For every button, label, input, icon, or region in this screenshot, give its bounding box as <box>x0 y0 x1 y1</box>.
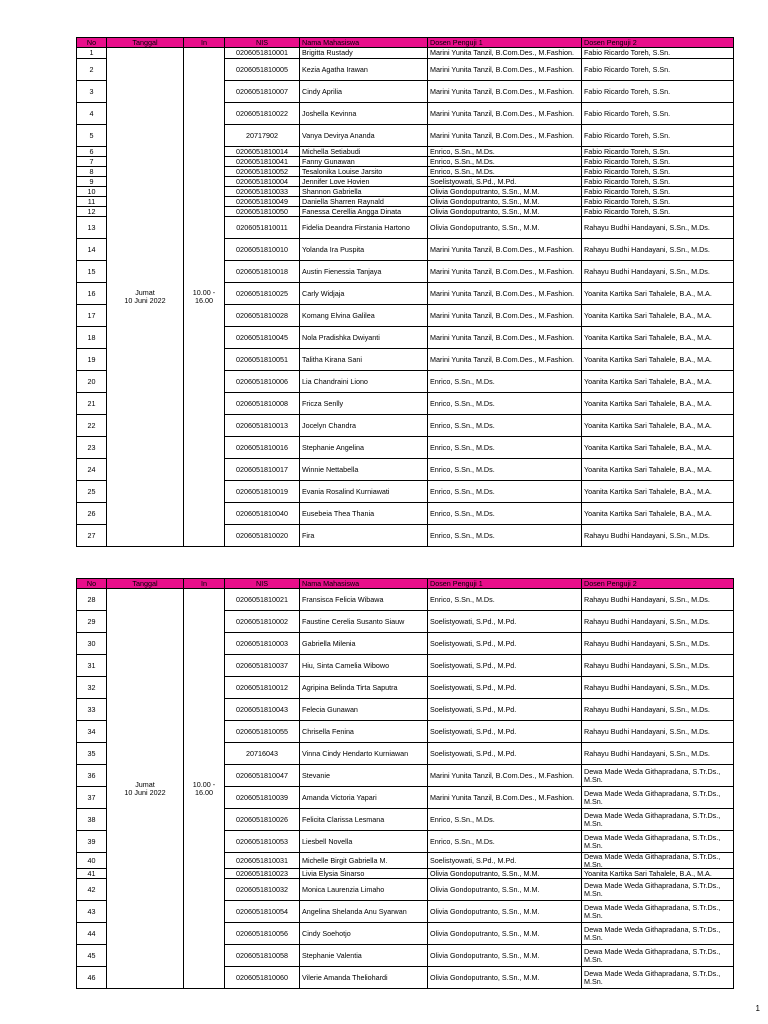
cell-nama-mahasiswa: Gabriella Milenia <box>300 633 428 655</box>
cell-nama-mahasiswa: Austin Fienessia Tanjaya <box>300 261 428 283</box>
cell-dosen-penguji-2: Yoanita Kartika Sari Tahalele, B.A., M.A. <box>582 305 734 327</box>
cell-nis: 0206051810055 <box>225 721 300 743</box>
cell-no: 34 <box>77 721 107 743</box>
cell-nis: 0206051810017 <box>225 459 300 481</box>
cell-nama-mahasiswa: Joshella Kevinna <box>300 103 428 125</box>
cell-no: 41 <box>77 869 107 879</box>
cell-nis: 0206051810002 <box>225 611 300 633</box>
col-header-no: No <box>77 579 107 589</box>
cell-no: 46 <box>77 967 107 989</box>
cell-no: 37 <box>77 787 107 809</box>
cell-no: 36 <box>77 765 107 787</box>
cell-nama-mahasiswa: Talitha Kirana Sani <box>300 349 428 371</box>
cell-dosen-penguji-2: Dewa Made Weda Githapradana, S.Tr.Ds., M.Sn. <box>582 901 734 923</box>
cell-nama-mahasiswa: Amanda Victoria Yapari <box>300 787 428 809</box>
cell-no: 35 <box>77 743 107 765</box>
cell-nama-mahasiswa: Monica Laurenzia Limaho <box>300 879 428 901</box>
cell-dosen-penguji-1: Olivia Gondoputranto, S.Sn., M.M. <box>428 923 582 945</box>
cell-nis: 0206051810047 <box>225 765 300 787</box>
cell-no: 44 <box>77 923 107 945</box>
cell-dosen-penguji-2: Rahayu Budhi Handayani, S.Sn., M.Ds. <box>582 743 734 765</box>
cell-no: 2 <box>77 59 107 81</box>
cell-dosen-penguji-1: Soelistyowati, S.Pd., M.Pd. <box>428 677 582 699</box>
cell-dosen-penguji-2: Yoanita Kartika Sari Tahalele, B.A., M.A. <box>582 415 734 437</box>
cell-no: 25 <box>77 481 107 503</box>
cell-dosen-penguji-1: Enrico, S.Sn., M.Ds. <box>428 147 582 157</box>
table-header-row <box>77 579 734 589</box>
cell-nama-mahasiswa: Komang Elvina Galilea <box>300 305 428 327</box>
cell-dosen-penguji-1: Olivia Gondoputranto, S.Sn., M.M. <box>428 197 582 207</box>
cell-dosen-penguji-2: Fabio Ricardo Toreh, S.Sn. <box>582 187 734 197</box>
cell-nis: 0206051810006 <box>225 371 300 393</box>
cell-dosen-penguji-1: Enrico, S.Sn., M.Ds. <box>428 371 582 393</box>
cell-no: 22 <box>77 415 107 437</box>
cell-dosen-penguji-1: Marini Yunita Tanzil, B.Com.Des., M.Fashion. <box>428 787 582 809</box>
cell-nama-mahasiswa: Shannon Gabriella <box>300 187 428 197</box>
cell-nis: 0206051810004 <box>225 177 300 187</box>
cell-nis: 0206051810060 <box>225 967 300 989</box>
cell-nis: 0206051810051 <box>225 349 300 371</box>
cell-nis: 0206051810033 <box>225 187 300 197</box>
cell-dosen-penguji-2: Yoanita Kartika Sari Tahalele, B.A., M.A. <box>582 393 734 415</box>
cell-dosen-penguji-2: Yoanita Kartika Sari Tahalele, B.A., M.A. <box>582 349 734 371</box>
cell-nama-mahasiswa: Fidelia Deandra Firstania Hartono <box>300 217 428 239</box>
cell-no: 14 <box>77 239 107 261</box>
cell-nis: 0206051810028 <box>225 305 300 327</box>
cell-dosen-penguji-2: Rahayu Budhi Handayani, S.Sn., M.Ds. <box>582 699 734 721</box>
cell-dosen-penguji-1: Marini Yunita Tanzil, B.Com.Des., M.Fashion. <box>428 81 582 103</box>
cell-dosen-penguji-1: Marini Yunita Tanzil, B.Com.Des., M.Fashion. <box>428 349 582 371</box>
cell-nis: 0206051810031 <box>225 853 300 869</box>
cell-nama-mahasiswa: Chrisella Fenina <box>300 721 428 743</box>
cell-nama-mahasiswa: Hiu, Sinta Camelia Wibowo <box>300 655 428 677</box>
cell-no: 23 <box>77 437 107 459</box>
cell-no: 1 <box>77 48 107 59</box>
cell-no: 21 <box>77 393 107 415</box>
cell-nama-mahasiswa: Daniella Sharren Raynald <box>300 197 428 207</box>
cell-nis: 0206051810025 <box>225 283 300 305</box>
cell-dosen-penguji-1: Soelistyowati, S.Pd., M.Pd. <box>428 743 582 765</box>
cell-no: 29 <box>77 611 107 633</box>
cell-nama-mahasiswa: Jocelyn Chandra <box>300 415 428 437</box>
cell-dosen-penguji-1: Marini Yunita Tanzil, B.Com.Des., M.Fashion. <box>428 261 582 283</box>
cell-nis: 0206051810058 <box>225 945 300 967</box>
cell-dosen-penguji-1: Soelistyowati, S.Pd., M.Pd. <box>428 611 582 633</box>
cell-dosen-penguji-1: Olivia Gondoputranto, S.Sn., M.M. <box>428 187 582 197</box>
cell-jam: 10.00 - 16.00 <box>184 48 225 547</box>
cell-dosen-penguji-2: Rahayu Budhi Handayani, S.Sn., M.Ds. <box>582 611 734 633</box>
cell-no: 3 <box>77 81 107 103</box>
cell-dosen-penguji-2: Yoanita Kartika Sari Tahalele, B.A., M.A. <box>582 869 734 879</box>
cell-nama-mahasiswa: Angelina Shelanda Anu Syarwan <box>300 901 428 923</box>
cell-dosen-penguji-1: Marini Yunita Tanzil, B.Com.Des., M.Fashion. <box>428 305 582 327</box>
cell-no: 28 <box>77 589 107 611</box>
cell-no: 31 <box>77 655 107 677</box>
cell-dosen-penguji-2: Fabio Ricardo Toreh, S.Sn. <box>582 147 734 157</box>
cell-nama-mahasiswa: Cindy Aprilia <box>300 81 428 103</box>
cell-dosen-penguji-1: Marini Yunita Tanzil, B.Com.Des., M.Fashion. <box>428 59 582 81</box>
col-header-no: No <box>77 38 107 48</box>
cell-dosen-penguji-2: Yoanita Kartika Sari Tahalele, B.A., M.A. <box>582 481 734 503</box>
cell-nis: 0206051810014 <box>225 147 300 157</box>
cell-nis: 0206051810008 <box>225 393 300 415</box>
cell-nis: 0206051810054 <box>225 901 300 923</box>
col-header-tanggal: Tanggal <box>107 38 184 48</box>
cell-nama-mahasiswa: Fanny Gunawan <box>300 157 428 167</box>
cell-nama-mahasiswa: Kezia Agatha Irawan <box>300 59 428 81</box>
cell-nama-mahasiswa: Faustine Cerelia Susanto Siauw <box>300 611 428 633</box>
cell-dosen-penguji-1: Olivia Gondoputranto, S.Sn., M.M. <box>428 901 582 923</box>
cell-nama-mahasiswa: Yolanda Ira Puspita <box>300 239 428 261</box>
cell-dosen-penguji-2: Dewa Made Weda Githapradana, S.Tr.Ds., M.Sn. <box>582 787 734 809</box>
cell-nis: 0206051810026 <box>225 809 300 831</box>
cell-nama-mahasiswa: Jennifer Love Hovien <box>300 177 428 187</box>
cell-dosen-penguji-1: Enrico, S.Sn., M.Ds. <box>428 393 582 415</box>
cell-no: 39 <box>77 831 107 853</box>
cell-nis: 0206051810005 <box>225 59 300 81</box>
exam-schedule-table-2 <box>76 578 734 989</box>
tanggal-date: 10 Juni 2022 <box>124 787 166 797</box>
cell-dosen-penguji-1: Soelistyowati, S.Pd., M.Pd. <box>428 699 582 721</box>
col-header-nis: NIS <box>225 38 300 48</box>
cell-dosen-penguji-2: Rahayu Budhi Handayani, S.Sn., M.Ds. <box>582 525 734 547</box>
cell-dosen-penguji-2: Yoanita Kartika Sari Tahalele, B.A., M.A. <box>582 327 734 349</box>
cell-dosen-penguji-2: Dewa Made Weda Githapradana, S.Tr.Ds., M.Sn. <box>582 853 734 869</box>
cell-nis: 0206051810053 <box>225 831 300 853</box>
cell-nis: 0206051810037 <box>225 655 300 677</box>
cell-dosen-penguji-2: Fabio Ricardo Toreh, S.Sn. <box>582 81 734 103</box>
cell-nama-mahasiswa: Fransisca Felicia Wibawa <box>300 589 428 611</box>
col-header-dosen-penguji-1: Dosen Penguji 1 <box>428 38 582 48</box>
cell-no: 5 <box>77 125 107 147</box>
cell-dosen-penguji-2: Fabio Ricardo Toreh, S.Sn. <box>582 157 734 167</box>
cell-nis: 0206051810039 <box>225 787 300 809</box>
cell-nama-mahasiswa: Brigitta Rustady <box>300 48 428 59</box>
cell-nis: 0206051810040 <box>225 503 300 525</box>
cell-nama-mahasiswa: Stephanie Valentia <box>300 945 428 967</box>
cell-nis: 20716043 <box>225 743 300 765</box>
cell-nis: 0206051810041 <box>225 157 300 167</box>
cell-nis: 0206051810043 <box>225 699 300 721</box>
cell-dosen-penguji-1: Enrico, S.Sn., M.Ds. <box>428 525 582 547</box>
cell-nama-mahasiswa: Nola Pradishka Dwiyanti <box>300 327 428 349</box>
cell-dosen-penguji-1: Marini Yunita Tanzil, B.Com.Des., M.Fashion. <box>428 327 582 349</box>
cell-dosen-penguji-2: Dewa Made Weda Githapradana, S.Tr.Ds., M.Sn. <box>582 967 734 989</box>
cell-dosen-penguji-2: Fabio Ricardo Toreh, S.Sn. <box>582 167 734 177</box>
cell-dosen-penguji-1: Enrico, S.Sn., M.Ds. <box>428 459 582 481</box>
cell-nis: 0206051810022 <box>225 103 300 125</box>
cell-nis: 0206051810056 <box>225 923 300 945</box>
cell-nis: 0206051810018 <box>225 261 300 283</box>
cell-nama-mahasiswa: Eusebeia Thea Thania <box>300 503 428 525</box>
cell-dosen-penguji-1: Soelistyowati, S.Pd., M.Pd. <box>428 853 582 869</box>
cell-nis: 0206051810019 <box>225 481 300 503</box>
cell-nis: 20717902 <box>225 125 300 147</box>
cell-nama-mahasiswa: Evania Rosalind Kurniawati <box>300 481 428 503</box>
cell-dosen-penguji-2: Fabio Ricardo Toreh, S.Sn. <box>582 48 734 59</box>
cell-nis: 0206051810007 <box>225 81 300 103</box>
cell-nama-mahasiswa: Winnie Nettabella <box>300 459 428 481</box>
cell-dosen-penguji-1: Enrico, S.Sn., M.Ds. <box>428 503 582 525</box>
cell-nama-mahasiswa: Michelle Birgit Gabriella M. <box>300 853 428 869</box>
cell-dosen-penguji-1: Soelistyowati, S.Pd., M.Pd. <box>428 721 582 743</box>
cell-dosen-penguji-1: Marini Yunita Tanzil, B.Com.Des., M.Fashion. <box>428 765 582 787</box>
col-header-jam: In <box>184 38 225 48</box>
cell-nis: 0206051810003 <box>225 633 300 655</box>
cell-no: 10 <box>77 187 107 197</box>
cell-no: 11 <box>77 197 107 207</box>
cell-dosen-penguji-2: Dewa Made Weda Githapradana, S.Tr.Ds., M.Sn. <box>582 831 734 853</box>
cell-nis: 0206051810021 <box>225 589 300 611</box>
cell-no: 26 <box>77 503 107 525</box>
cell-nis: 0206051810010 <box>225 239 300 261</box>
cell-dosen-penguji-2: Rahayu Budhi Handayani, S.Sn., M.Ds. <box>582 217 734 239</box>
cell-dosen-penguji-2: Fabio Ricardo Toreh, S.Sn. <box>582 125 734 147</box>
cell-nama-mahasiswa: Fira <box>300 525 428 547</box>
cell-no: 18 <box>77 327 107 349</box>
tanggal-day: Jumat <box>135 780 155 789</box>
cell-nama-mahasiswa: Stephanie Angelina <box>300 437 428 459</box>
cell-nama-mahasiswa: Liesbell Novella <box>300 831 428 853</box>
cell-nama-mahasiswa: Vilerie Amanda Theliohardi <box>300 967 428 989</box>
cell-dosen-penguji-2: Rahayu Budhi Handayani, S.Sn., M.Ds. <box>582 589 734 611</box>
cell-dosen-penguji-2: Yoanita Kartika Sari Tahalele, B.A., M.A. <box>582 459 734 481</box>
cell-dosen-penguji-2: Yoanita Kartika Sari Tahalele, B.A., M.A. <box>582 503 734 525</box>
cell-dosen-penguji-2: Fabio Ricardo Toreh, S.Sn. <box>582 103 734 125</box>
cell-nis: 0206051810001 <box>225 48 300 59</box>
cell-no: 27 <box>77 525 107 547</box>
cell-nis: 0206051810013 <box>225 415 300 437</box>
table-row <box>77 48 734 59</box>
cell-dosen-penguji-1: Enrico, S.Sn., M.Ds. <box>428 589 582 611</box>
col-header-tanggal: Tanggal <box>107 579 184 589</box>
cell-nama-mahasiswa: Cindy Soehotjo <box>300 923 428 945</box>
cell-dosen-penguji-1: Marini Yunita Tanzil, B.Com.Des., M.Fashion. <box>428 283 582 305</box>
cell-nis: 0206051810016 <box>225 437 300 459</box>
cell-dosen-penguji-2: Fabio Ricardo Toreh, S.Sn. <box>582 197 734 207</box>
cell-no: 9 <box>77 177 107 187</box>
cell-dosen-penguji-1: Enrico, S.Sn., M.Ds. <box>428 415 582 437</box>
cell-nis: 0206051810045 <box>225 327 300 349</box>
cell-dosen-penguji-1: Soelistyowati, S.Pd., M.Pd. <box>428 633 582 655</box>
cell-nama-mahasiswa: Fanessa Cerellia Angga Dinata <box>300 207 428 217</box>
cell-dosen-penguji-1: Olivia Gondoputranto, S.Sn., M.M. <box>428 879 582 901</box>
col-header-nama: Nama Mahasiswa <box>300 579 428 589</box>
cell-nis: 0206051810012 <box>225 677 300 699</box>
cell-no: 45 <box>77 945 107 967</box>
cell-no: 30 <box>77 633 107 655</box>
cell-no: 12 <box>77 207 107 217</box>
cell-dosen-penguji-2: Dewa Made Weda Githapradana, S.Tr.Ds., M.Sn. <box>582 879 734 901</box>
cell-nis: 0206051810011 <box>225 217 300 239</box>
page-number: 1 <box>755 1004 760 1013</box>
cell-nama-mahasiswa: Agripina Belinda Tirta Saputra <box>300 677 428 699</box>
cell-nama-mahasiswa: Vanya Devirya Ananda <box>300 125 428 147</box>
cell-dosen-penguji-1: Enrico, S.Sn., M.Ds. <box>428 157 582 167</box>
cell-dosen-penguji-1: Enrico, S.Sn., M.Ds. <box>428 167 582 177</box>
cell-no: 6 <box>77 147 107 157</box>
col-header-dosen-penguji-2: Dosen Penguji 2 <box>582 38 734 48</box>
cell-nama-mahasiswa: Livia Elysia Sinarso <box>300 869 428 879</box>
cell-nama-mahasiswa: Stevanie <box>300 765 428 787</box>
cell-no: 16 <box>77 283 107 305</box>
cell-dosen-penguji-2: Fabio Ricardo Toreh, S.Sn. <box>582 59 734 81</box>
cell-tanggal <box>107 48 184 547</box>
cell-dosen-penguji-2: Rahayu Budhi Handayani, S.Sn., M.Ds. <box>582 239 734 261</box>
cell-no: 40 <box>77 853 107 869</box>
cell-nis: 0206051810052 <box>225 167 300 177</box>
cell-dosen-penguji-2: Rahayu Budhi Handayani, S.Sn., M.Ds. <box>582 677 734 699</box>
cell-no: 42 <box>77 879 107 901</box>
cell-dosen-penguji-2: Rahayu Budhi Handayani, S.Sn., M.Ds. <box>582 721 734 743</box>
cell-nama-mahasiswa: Fricza Senlly <box>300 393 428 415</box>
cell-dosen-penguji-2: Dewa Made Weda Githapradana, S.Tr.Ds., M.Sn. <box>582 765 734 787</box>
cell-dosen-penguji-1: Marini Yunita Tanzil, B.Com.Des., M.Fashion. <box>428 103 582 125</box>
table-header-row <box>77 38 734 48</box>
cell-dosen-penguji-1: Marini Yunita Tanzil, B.Com.Des., M.Fashion. <box>428 48 582 59</box>
cell-dosen-penguji-1: Olivia Gondoputranto, S.Sn., M.M. <box>428 217 582 239</box>
cell-nis: 0206051810032 <box>225 879 300 901</box>
col-header-nis: NIS <box>225 579 300 589</box>
cell-nis: 0206051810049 <box>225 197 300 207</box>
cell-dosen-penguji-1: Enrico, S.Sn., M.Ds. <box>428 481 582 503</box>
cell-dosen-penguji-1: Enrico, S.Sn., M.Ds. <box>428 437 582 459</box>
tanggal-date: 10 Juni 2022 <box>124 296 166 305</box>
cell-dosen-penguji-2: Rahayu Budhi Handayani, S.Sn., M.Ds. <box>582 633 734 655</box>
cell-dosen-penguji-1: Marini Yunita Tanzil, B.Com.Des., M.Fashion. <box>428 125 582 147</box>
cell-nama-mahasiswa: Lia Chandraini Liono <box>300 371 428 393</box>
cell-nis: 0206051810050 <box>225 207 300 217</box>
cell-nama-mahasiswa: Vinna Cindy Hendarto Kurniawan <box>300 743 428 765</box>
col-header-dosen-penguji-2: Dosen Penguji 2 <box>582 579 734 589</box>
cell-no: 8 <box>77 167 107 177</box>
cell-dosen-penguji-2: Dewa Made Weda Githapradana, S.Tr.Ds., M.Sn. <box>582 945 734 967</box>
cell-no: 33 <box>77 699 107 721</box>
cell-nis: 0206051810023 <box>225 869 300 879</box>
cell-no: 4 <box>77 103 107 125</box>
cell-jam: 10.00 - 16.00 <box>184 589 225 989</box>
cell-dosen-penguji-2: Fabio Ricardo Toreh, S.Sn. <box>582 207 734 217</box>
cell-no: 24 <box>77 459 107 481</box>
cell-nama-mahasiswa: Michella Setiabudi <box>300 147 428 157</box>
col-header-jam: In <box>184 579 225 589</box>
cell-dosen-penguji-1: Olivia Gondoputranto, S.Sn., M.M. <box>428 869 582 879</box>
cell-no: 38 <box>77 809 107 831</box>
exam-schedule-table-1 <box>76 37 734 547</box>
col-header-nama: Nama Mahasiswa <box>300 38 428 48</box>
cell-no: 13 <box>77 217 107 239</box>
cell-no: 7 <box>77 157 107 167</box>
cell-dosen-penguji-1: Olivia Gondoputranto, S.Sn., M.M. <box>428 967 582 989</box>
col-header-dosen-penguji-1: Dosen Penguji 1 <box>428 579 582 589</box>
cell-no: 15 <box>77 261 107 283</box>
cell-dosen-penguji-1: Soelistyowati, S.Pd., M.Pd. <box>428 655 582 677</box>
cell-dosen-penguji-2: Fabio Ricardo Toreh, S.Sn. <box>582 177 734 187</box>
cell-tanggal <box>107 589 184 989</box>
cell-nis: 0206051810020 <box>225 525 300 547</box>
cell-nama-mahasiswa: Tesalonika Louise Jarsito <box>300 167 428 177</box>
cell-nama-mahasiswa: Felicita Clarissa Lesmana <box>300 809 428 831</box>
cell-dosen-penguji-1: Olivia Gondoputranto, S.Sn., M.M. <box>428 945 582 967</box>
tanggal-day: Jumat <box>135 288 155 298</box>
cell-dosen-penguji-2: Dewa Made Weda Githapradana, S.Tr.Ds., M.Sn. <box>582 809 734 831</box>
cell-nama-mahasiswa: Carly Widjaja <box>300 283 428 305</box>
cell-dosen-penguji-2: Yoanita Kartika Sari Tahalele, B.A., M.A. <box>582 283 734 305</box>
cell-no: 17 <box>77 305 107 327</box>
cell-dosen-penguji-2: Yoanita Kartika Sari Tahalele, B.A., M.A. <box>582 437 734 459</box>
cell-dosen-penguji-1: Soelistyowati, S.Pd., M.Pd. <box>428 177 582 187</box>
cell-dosen-penguji-1: Olivia Gondoputranto, S.Sn., M.M. <box>428 207 582 217</box>
cell-nama-mahasiswa: Felecia Gunawan <box>300 699 428 721</box>
cell-no: 32 <box>77 677 107 699</box>
cell-dosen-penguji-2: Yoanita Kartika Sari Tahalele, B.A., M.A. <box>582 371 734 393</box>
cell-no: 43 <box>77 901 107 923</box>
cell-dosen-penguji-1: Marini Yunita Tanzil, B.Com.Des., M.Fashion. <box>428 239 582 261</box>
cell-dosen-penguji-1: Enrico, S.Sn., M.Ds. <box>428 831 582 853</box>
cell-dosen-penguji-2: Dewa Made Weda Githapradana, S.Tr.Ds., M.Sn. <box>582 923 734 945</box>
cell-no: 20 <box>77 371 107 393</box>
table-row <box>77 589 734 611</box>
cell-no: 19 <box>77 349 107 371</box>
cell-dosen-penguji-2: Rahayu Budhi Handayani, S.Sn., M.Ds. <box>582 655 734 677</box>
cell-dosen-penguji-2: Rahayu Budhi Handayani, S.Sn., M.Ds. <box>582 261 734 283</box>
cell-dosen-penguji-1: Enrico, S.Sn., M.Ds. <box>428 809 582 831</box>
